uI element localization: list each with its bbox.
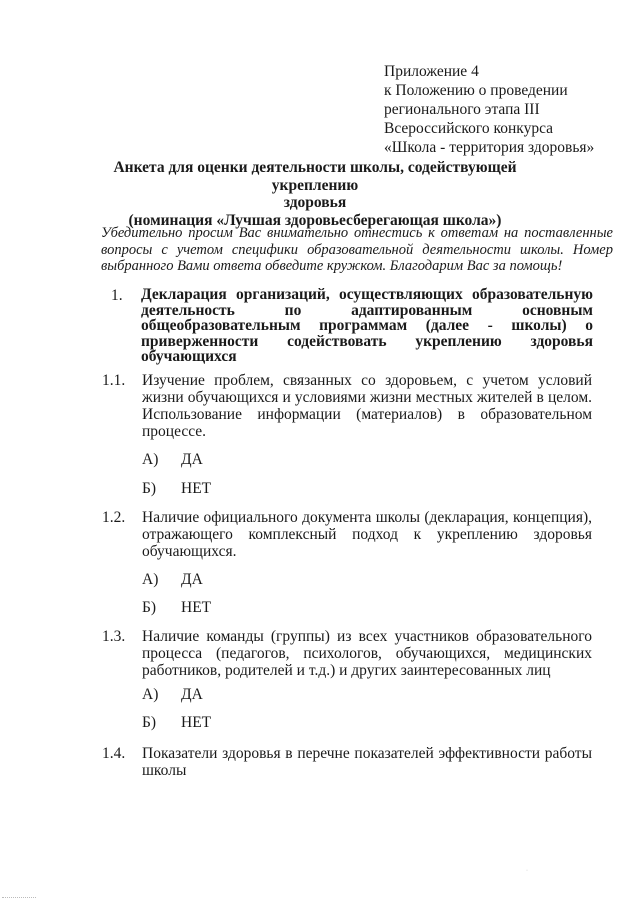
option-answer: ДА: [181, 571, 203, 588]
option-answer: ДА: [181, 686, 203, 703]
option-letter: Б): [142, 714, 157, 731]
appendix-line: Приложение 4: [384, 63, 479, 80]
question-number: 1.2.: [102, 509, 126, 526]
option-letter: Б): [142, 480, 157, 497]
question-text: Наличие официального документа школы (декларация, концепция), отражающего комплексный подход к укреплению здоровья обучающихся.: [142, 509, 592, 560]
option-answer: НЕТ: [181, 714, 212, 731]
option-letter: А): [142, 686, 159, 703]
title-nomination: (номинация «Лучшая здоровьесберегающая школа»): [128, 211, 502, 229]
question-number: 1.1.: [102, 372, 126, 389]
question-text: Изучение проблем, связанных со здоровьем, с учетом условий жизни обучающихся и условиями жизни местных жителей в целом. Использование информации (материалов) в образовательном процессе.: [142, 372, 592, 440]
scan-edge-mark: [2, 897, 36, 898]
option-letter: А): [142, 451, 159, 468]
section-number: 1.: [111, 287, 123, 304]
scan-artifact: ·: [526, 868, 528, 874]
option-answer: НЕТ: [181, 480, 212, 497]
appendix-line: Всероссийского конкурса: [384, 120, 554, 137]
option-answer: ДА: [181, 451, 203, 468]
option-answer: НЕТ: [181, 599, 212, 616]
option-letter: Б): [142, 599, 157, 616]
title-line: Анкета для оценки деятельности школы, содействующей укреплению: [113, 159, 517, 194]
appendix-header: [384, 62, 594, 157]
question-text: Наличие команды (группы) из всех участников образовательного процесса (педагогов, психологов, обучающихся, медицинских работников, родителей и т.д.) и других заинтересованных лиц: [142, 628, 592, 679]
title-line: здоровья: [283, 194, 347, 211]
option-letter: А): [142, 571, 159, 588]
question-text: Показатели здоровья в перечне показателей эффективности работы школы: [142, 745, 592, 779]
intro-paragraph: Убедительно просим Вас внимательно отнестись к ответам на поставленные вопросы с учетом специфики образовательной деятельности школы. Номер выбранного Вами ответа обведите кружком. Благодарим Вас за помощь!: [101, 225, 613, 274]
appendix-line: «Школа - территория здоровья»: [384, 139, 595, 156]
questionnaire-title: [100, 159, 530, 229]
question-number: 1.4.: [102, 745, 126, 762]
question-number: 1.3.: [102, 628, 126, 645]
appendix-line: к Положению о проведении: [384, 82, 568, 99]
section-heading: Декларация организаций, осуществляющих образовательную деятельность по адаптированным основным общеобразовательным программам (далее - школы) о приверженности содействовать укреплению здоровья обучающихся: [141, 286, 593, 365]
appendix-line: регионального этапа III: [384, 101, 540, 118]
